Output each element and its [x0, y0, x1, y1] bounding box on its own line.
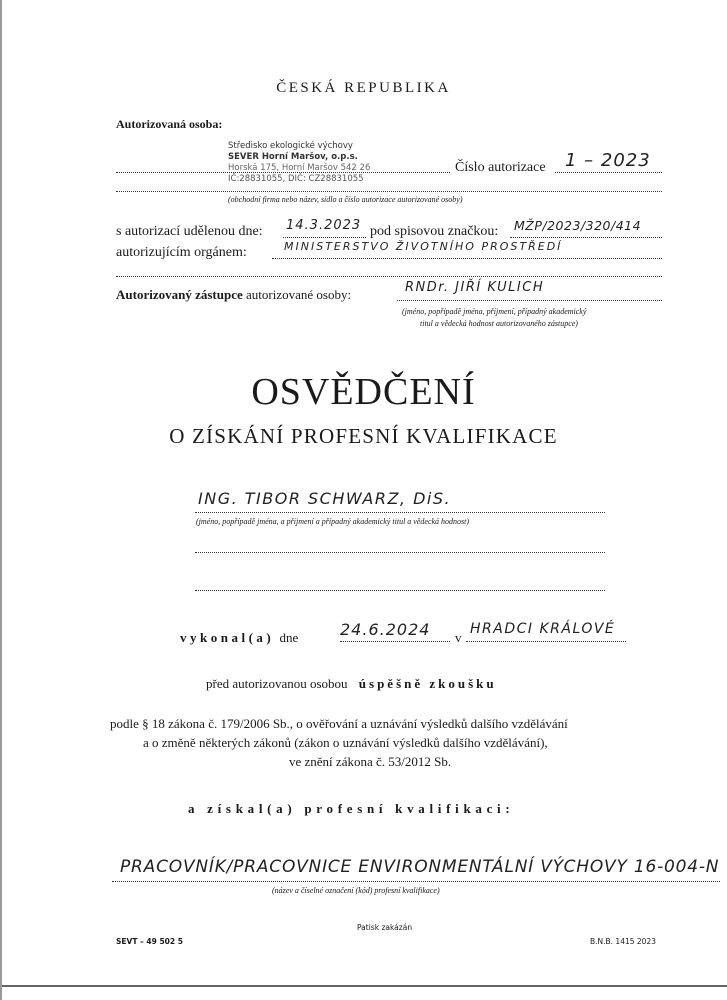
place-line [466, 641, 626, 642]
representative-caption-1: (jméno, popřípadě jména, příjmení, případný akademický [402, 307, 587, 316]
representative-line [397, 300, 662, 301]
certificate-subtitle: O ZÍSKÁNÍ PROFESNÍ KVALIFIKACE [169, 424, 558, 448]
law-line-1: podle § 18 zákona č. 179/2006 Sb., o ověřování a uznávání výsledků dalšího vzdělávání [110, 716, 568, 731]
authorization-number-value: 1 – 2023 [565, 150, 651, 171]
file-number-value: MŽP/2023/320/414 [514, 218, 642, 233]
certificate-title: OSVĚDČENÍ [251, 371, 476, 413]
authorization-number-label: Číslo autorizace [455, 160, 546, 175]
success-text: úspěšně zkoušku [358, 676, 497, 691]
law-line-3: ve znění zákona č. 53/2012 Sb. [289, 754, 452, 769]
law-line-2: a o změně některých zákonů (zákon o uznávání výsledků dalšího vzdělávání), [143, 735, 548, 750]
qualification-line [112, 881, 720, 882]
representative-caption-2: titul a vědecká hodnost autorizovaného zástupce) [420, 319, 578, 328]
acquired-row [188, 801, 514, 817]
performed-row [180, 630, 298, 646]
granted-date-value: 14.3.2023 [286, 218, 362, 233]
blank-dotted-line [116, 276, 662, 277]
patisk-note: Patisk zakázán [357, 923, 413, 932]
date-value: 24.6.2024 [340, 620, 431, 639]
scan-edge-left [0, 0, 2, 1000]
stamp-line-2: SEVER Horní Maršov, o.p.s. [228, 152, 358, 162]
company-dotted-line [116, 172, 450, 173]
company-dotted-line-2 [116, 191, 662, 192]
file-number-line [510, 237, 662, 238]
place-value: HRADCI KRÁLOVÉ [470, 621, 616, 637]
authorization-number-line [555, 172, 662, 173]
stamp-line-1: Středisko ekologické výchovy [228, 141, 353, 151]
granted-label: s autorizací udělenou dne: [116, 224, 263, 239]
qualification-value: PRACOVNÍK/PRACOVNICE ENVIRONMENTÁLNÍ VÝCHOVY 16-004-N [120, 857, 720, 877]
granted-date-line [283, 237, 366, 238]
holder-name-line [195, 512, 605, 513]
stamp-line-3: Horská 175, Horní Maršov 542 26 [228, 163, 371, 173]
company-caption: (obchodní firma nebo název, sídlo a číslo autorizace autorizované osoby) [228, 195, 463, 204]
organization-stamp [228, 141, 370, 185]
authority-line [272, 258, 662, 259]
scan-edge-bottom [0, 985, 727, 987]
authority-value: MINISTERSTVO ŽIVOTNÍHO PROSTŘEDÍ [284, 240, 563, 253]
representative-label-bold: Autorizovaný zástupce [116, 287, 243, 302]
representative-value: RNDr. JIŘÍ KULICH [405, 280, 545, 295]
country-heading: ČESKÁ REPUBLIKA [276, 80, 451, 96]
print-code: B.N.B. 1415 2023 [590, 937, 656, 946]
holder-extra-line-1 [195, 552, 605, 553]
authorized-person-label: Autorizovaná osoba: [116, 117, 223, 131]
representative-label [116, 287, 351, 303]
place-label: v [455, 630, 462, 645]
authority-label: autorizujícím orgánem: [116, 245, 247, 260]
file-number-label: pod spisovou značkou: [370, 224, 499, 239]
holder-caption: (jméno, popřípadě jména, a příjmení a případný akademický titul a vědecká hodnost) [196, 517, 470, 526]
before-row [206, 676, 497, 692]
before-text: před autorizovanou osobou [206, 676, 348, 691]
date-label: dne [279, 630, 299, 645]
stamp-line-4: IČ:28831055, DIČ: CZ28831055 [228, 174, 364, 184]
performed-label: vykonal(a) [180, 630, 275, 645]
qualification-caption: (název a číselné označení (kód) profesní kvalifikace) [272, 886, 440, 895]
representative-label-rest: autorizované osoby: [246, 287, 352, 302]
date-line [340, 641, 450, 642]
holder-name: ING. TIBOR SCHWARZ, DiS. [198, 489, 452, 508]
holder-extra-line-2 [195, 590, 605, 591]
form-code: SEVT – 49 502 5 [116, 937, 183, 946]
acquired-text: a získal(a) profesní kvalifikaci: [188, 801, 515, 816]
